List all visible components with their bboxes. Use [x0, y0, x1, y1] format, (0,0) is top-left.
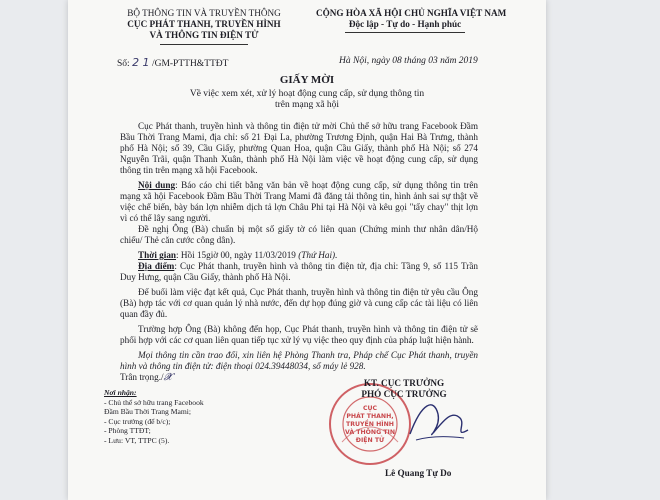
- agency-name-line2: VÀ THÔNG TIN ĐIỆN TỬ: [149, 30, 259, 41]
- doc-number-suffix: /GM-PTTH&TTĐT: [149, 59, 229, 69]
- closing-regards: [120, 372, 172, 384]
- header-divider-left: [160, 44, 248, 45]
- signer-block: [338, 378, 470, 400]
- svg-text:TRUYỀN HÌNH: TRUYỀN HÌNH: [346, 421, 394, 428]
- svg-text:VÀ THÔNG TIN: VÀ THÔNG TIN: [344, 429, 396, 436]
- recipient-item: Đầm Bầu Thời Trang Mami;: [104, 407, 191, 417]
- recipients-header: Nơi nhận:: [104, 388, 137, 397]
- recipient-item: - Lưu: VT, TTPC (5).: [104, 435, 170, 445]
- place-text: : Cục Phát thanh, truyền hình và thông tin điện tử, địa chỉ: Tầng 9, số 115 Trần Duy Hưng, quận Cầu Giấy, thành phố Hà Nội.: [120, 261, 478, 282]
- document-body: [120, 121, 478, 372]
- subject-line-1: Về việc xem xét, xử lý hoạt động cung cấp, sử dụng thông tin: [189, 89, 425, 99]
- request-paragraph: Để buổi làm việc đạt kết quả, Cục Phát thanh, truyền hình và thông tin điện tử yêu cầu Ông (Bà) hợp tác với cơ quan quản lý nhà nước, đến dự họp đúng giờ và cung cấp các tài liệu có liên quan đầy đủ.: [120, 287, 478, 319]
- prepare-paragraph: Đề nghị Ông (Bà) chuẩn bị một số giấy tờ có liên quan (Chứng minh thư nhân dân/Hộ chiếu/ Thẻ căn cước công dân).: [120, 224, 478, 245]
- signer-title-2: PHÓ CỤC TRƯỞNG: [361, 389, 447, 399]
- content-label: Nội dung: [138, 180, 176, 190]
- content-text: : Báo cáo chi tiết bằng văn bản về hoạt động cung cấp, sử dụng thông tin trên mạng xã hội Facebook Đầm Bầu Thời Trang Mami đã đăng tải thông tin, hình ảnh sai sự thật về việc chế biến, bày bán lợn nhiễm dịch tả lợn Châu Phi tại Hà Nội và kêu gọi "tẩy chay" thịt lợn vì có thể lây sang người.: [120, 180, 478, 223]
- contact-paragraph: Mọi thông tin cần trao đổi, xin liên hệ Phòng Thanh tra, Pháp chế Cục Phát thanh, truyền hình và thông tin điện tử: điện thoại 024.39448034, số máy lẻ 928.: [120, 350, 478, 371]
- doc-number-handwritten: 2 1: [132, 56, 150, 69]
- recipients-block: [104, 388, 284, 446]
- agency-name-line1: CỤC PHÁT THANH, TRUYỀN HÌNH: [127, 19, 281, 30]
- time-label: Thời gian: [138, 250, 177, 260]
- signer-name: Lê Quang Tự Do: [385, 468, 452, 478]
- place-label: Địa điểm: [138, 261, 175, 271]
- regards-text: Trân trọng./: [120, 372, 164, 382]
- document-number: [117, 56, 228, 70]
- svg-text:ĐIỆN TỬ: ĐIỆN TỬ: [355, 437, 385, 444]
- doc-number-prefix: Số:: [117, 59, 133, 69]
- place-paragraph: [120, 261, 478, 283]
- recipient-item: - Chủ thể sở hữu trang Facebook: [104, 397, 204, 407]
- content-paragraph: [120, 180, 478, 224]
- document-title: GIẤY MỜI: [279, 74, 335, 86]
- time-text: : Hồi 15giờ 00, ngày 11/03/2019: [176, 250, 299, 260]
- national-header: [316, 8, 507, 30]
- place-date: Hà Nội, ngày 08 tháng 03 năm 2019: [339, 56, 478, 66]
- signer-title-1: KT. CỤC TRƯỞNG: [363, 378, 445, 388]
- header-divider-right: [345, 32, 465, 33]
- subject-line-2: trên mạng xã hội: [274, 100, 340, 111]
- ministry-name: BỘ THÔNG TIN VÀ TRUYỀN THÔNG: [127, 8, 281, 18]
- intro-paragraph: Cục Phát thanh, truyền hình và thông tin điện tử mời Chủ thể sở hữu trang Facebook Đầm Bầu Thời Trang Mami, địa chỉ: số 21 Đại La, phường Trương Định, quận Hai Bà Trưng, thành phố Hà Nội; số 39, Cầu Giấy, phường Quan Hoa, quận Cầu Giấy, thành phố Hà Nội; số 274 Nguyễn Trãi, quận Thanh Xuân, thành phố Hà Nội làm việc về hoạt động cung cấp, sử dụng thông tin trên mạng xã hội Facebook.: [120, 121, 478, 175]
- svg-text:CỤC: CỤC: [362, 405, 378, 412]
- recipient-item: - Cục trưởng (để b/c);: [104, 416, 171, 426]
- svg-text:PHÁT THANH,: PHÁT THANH,: [346, 413, 394, 420]
- document-subject: [68, 89, 546, 111]
- national-motto: Độc lập - Tự do - Hạnh phúc: [348, 19, 462, 30]
- agency-header: [125, 8, 283, 41]
- absence-paragraph: Trường hợp Ông (Bà) không đến họp, Cục Phát thanh, truyền hình và thông tin điện tử sẽ phối hợp với các cơ quan liên quan tiếp tục xử lý vụ việc theo quy định của pháp luật hiện hành.: [120, 324, 478, 345]
- handwritten-mark: 𝓧: [163, 372, 172, 383]
- recipient-item: - Phòng TTĐT;: [104, 426, 151, 436]
- time-paragraph: [120, 250, 478, 261]
- signature: [404, 392, 474, 452]
- republic-name: CỘNG HÒA XÃ HỘI CHỦ NGHĨA VIỆT NAM: [316, 8, 507, 18]
- time-day: (Thứ Hai).: [298, 250, 338, 260]
